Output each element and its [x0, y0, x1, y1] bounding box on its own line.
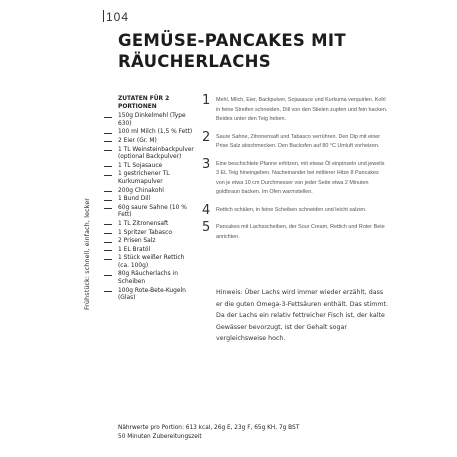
step-3	[202, 156, 388, 198]
hint-box: Hinweis: Über Lachs wird immer wieder erzählt, dass er die guten Omega-3-Fettsäuren enthält. Das stimmt. Da der Lachs ein relativ fettreicher Fisch ist, der kalte Gewässer bevorzugt, ist der Gehalt sogar vergleichsweise hoch.	[216, 289, 388, 342]
ingredient-item: 1 Bund Dill	[104, 196, 196, 204]
ingredient-item: 1 EL Bratöl	[104, 247, 196, 255]
ingredient-item: 100 ml Milch (1,5 % Fett)	[104, 129, 196, 137]
ingredient-item: 60g saure Sahne (10 % Fett)	[104, 205, 196, 220]
step-number: 2	[202, 129, 211, 145]
nutrition-values: Nährwerte pro Portion: 613 kcal, 26g E, 23g F, 65g KH, 7g BST	[118, 425, 300, 431]
ingredients-column	[104, 96, 196, 304]
ingredient-item: 1 TL Weinsteinbackpulver (optional Backpulver)	[104, 147, 196, 162]
ingredient-item: 1 TL Sojasauce	[104, 163, 196, 171]
preparation-time: 50 Minuten Zubereitungszeit	[118, 434, 202, 440]
ingredient-list	[104, 113, 196, 303]
page-number	[103, 10, 129, 24]
side-label-text: Frühstück: schnell, einfach, lecker	[84, 197, 91, 310]
ingredient-item: 100g Rote-Bete-Kugeln (Glas)	[104, 288, 196, 303]
step-text: Mehl, Milch, Eier, Backpulver, Sojasauce und Kurkuma verquirlen. Kohl in feine Streifen schneiden, Dill von den Stielen zupfen und fein hacken. Beides unter den Teig heben.	[216, 97, 388, 122]
step-number: 1	[202, 93, 211, 108]
page-number-text: 104	[106, 10, 130, 24]
step-text: Pancakes mit Lachsscheiben, der Sour Cream, Rettich und Roter Bete anrichten.	[216, 224, 385, 240]
step-text: Eine beschichtete Pfanne erhitzen, mit etwas Öl einpinseln und jeweils 3 EL Teig hineingeben. Nacheinander bei mittlerer Hitze 8 Pancakes von je etwa 10 cm Durchmesser von jeder Seite etwa 2 Minuten goldbraun backen. Im Ofen warmstellen.	[216, 160, 385, 195]
nutrition-info	[118, 424, 418, 442]
ingredient-item: 1 Stück weißer Rettich (ca. 100g)	[104, 255, 196, 270]
step-1	[202, 93, 388, 125]
recipe-title: GEMÜSE-PANCAKES MIT RÄUCHERLACHS	[118, 31, 346, 71]
ingredient-item: 150g Dinkelmehl (Type 630)	[104, 113, 196, 128]
step-number: 5	[202, 220, 211, 235]
step-2	[202, 129, 388, 152]
ingredient-item: 2 Eier (Gr. M)	[104, 138, 196, 146]
step-text: Rettich schälen, in feine Scheiben schneiden und leicht salzen.	[216, 206, 367, 213]
step-number: 4	[202, 202, 211, 218]
step-5	[202, 220, 388, 242]
ingredient-item: 1 TL Zitronensaft	[104, 221, 196, 229]
step-4	[202, 202, 388, 218]
ingredients-heading: ZUTATEN FÜR 2 PORTIONEN	[118, 96, 170, 110]
ingredient-item: 80g Räucherlachs in Scheiben	[104, 271, 196, 286]
ingredient-item: 1 Spritzer Tabasco	[104, 230, 196, 238]
step-number: 3	[202, 156, 211, 172]
ingredient-item: 200g Chinakohl	[104, 188, 196, 196]
preparation-steps	[202, 93, 388, 250]
step-text: Saure Sahne, Zitronensaft und Tabasco verrühren. Den Dip mit einer Prise Salz abschmecken. Den Backofen auf 80 °C Umluft vorheizen.	[216, 133, 381, 149]
ingredient-item: 1 gestrichener TL Kurkumapulver	[104, 171, 196, 186]
ingredient-item: 2 Prisen Salz	[104, 238, 196, 246]
